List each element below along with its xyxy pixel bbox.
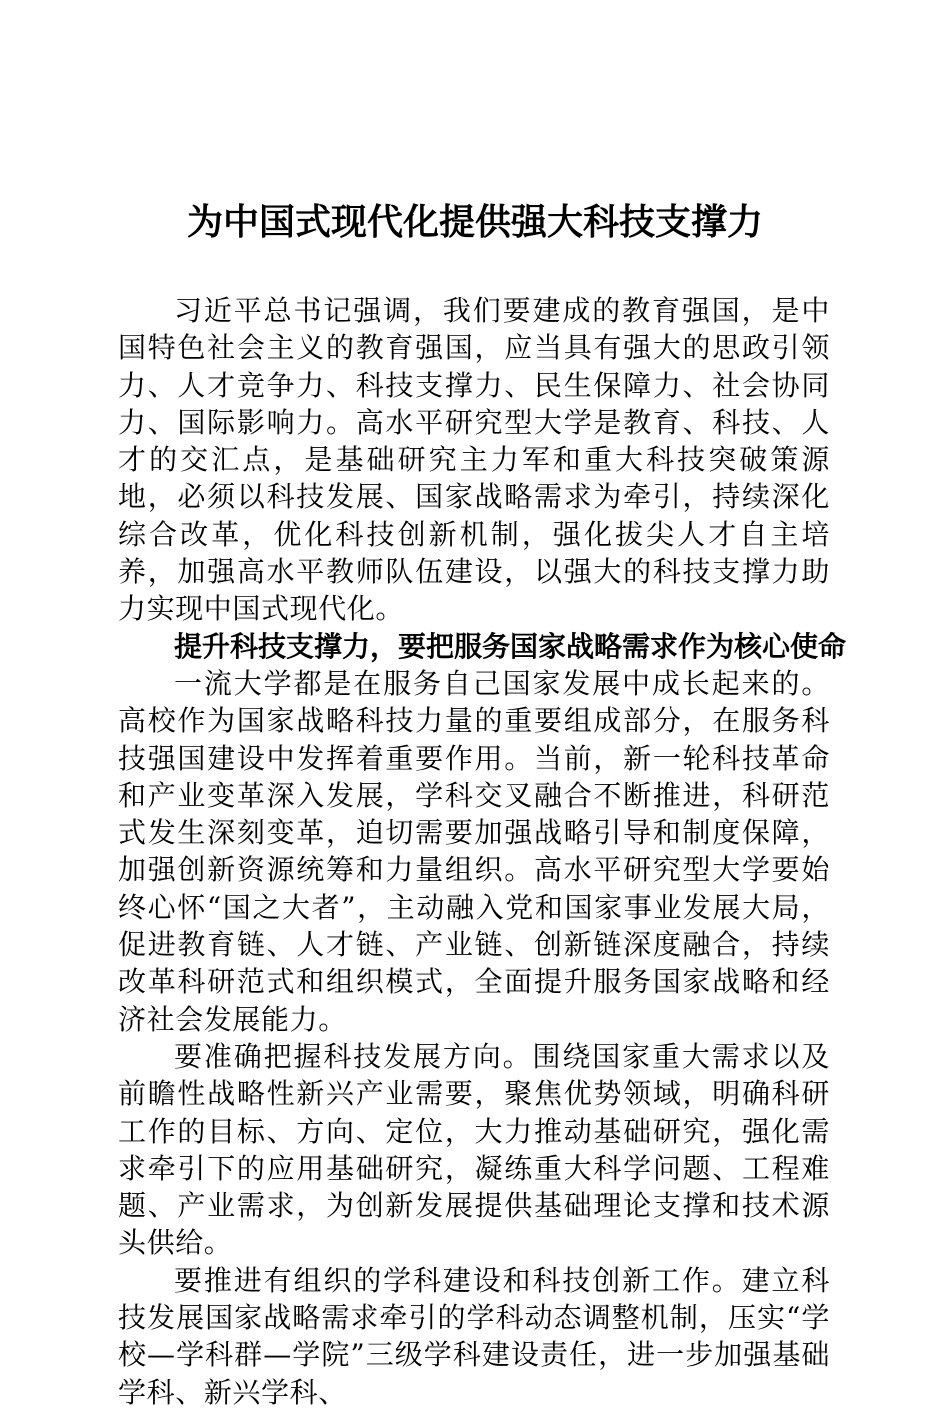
document-title: 为中国式现代化提供强大科技支撑力 [186,201,763,243]
section-heading: 提升科技支撑力，要把服务国家战略需求作为核心使命 [174,629,847,663]
document-body [118,292,847,1411]
section-paragraph-1: 一流大学都是在服务自己国家发展中成长起来的。高校作为国家战略科技力量的重要组成部分，在服务科技强国建设中发挥着重要作用。当前，新一轮科技革命和产业变革深入发展，学科交叉融合不断推进，科研范式发生深刻变革，迫切需要加强战略引导和制度保障，加强创新资源统筹和力量组织。高水平研究型大学要始终心怀“国之大者”，主动融入党和国家事业发展大局，促进教育链、人才链、产业链、创新链深度融合，持续改革科研范式和组织模式，全面提升服务国家战略和经济社会发展能力。 [118,666,830,1036]
intro-paragraph: 习近平总书记强调，我们要建成的教育强国，是中国特色社会主义的教育强国，应当具有强大的思政引领力、人才竞争力、科技支撑力、民生保障力、社会协同力、国际影响力。高水平研究型大学是教育、科技、人才的交汇点，是基础研究主力军和重大科技突破策源地，必须以科技发展、国家战略需求为牵引，持续深化综合改革，优化科技创新机制，强化拔尖人才自主培养，加强高水平教师队伍建设，以强大的科技支撑力助力实现中国式现代化。 [118,294,830,626]
section-paragraph-3: 要推进有组织的学科建设和科技创新工作。建立科技发展国家战略需求牵引的学科动态调整机制，压实“学校—学科群—学院”三级学科建设责任，进一步加强基础学科、新兴学科、 [118,1263,830,1409]
section-paragraph-2: 要准确把握科技发展方向。围绕国家重大需求以及前瞻性战略性新兴产业需要，聚焦优势领域，明确科研工作的目标、方向、定位，大力推动基础研究，强化需求牵引下的应用基础研究，凝练重大科学问题、工程难题、产业需求，为创新发展提供基础理论支撑和技术源头供给。 [118,1039,830,1260]
